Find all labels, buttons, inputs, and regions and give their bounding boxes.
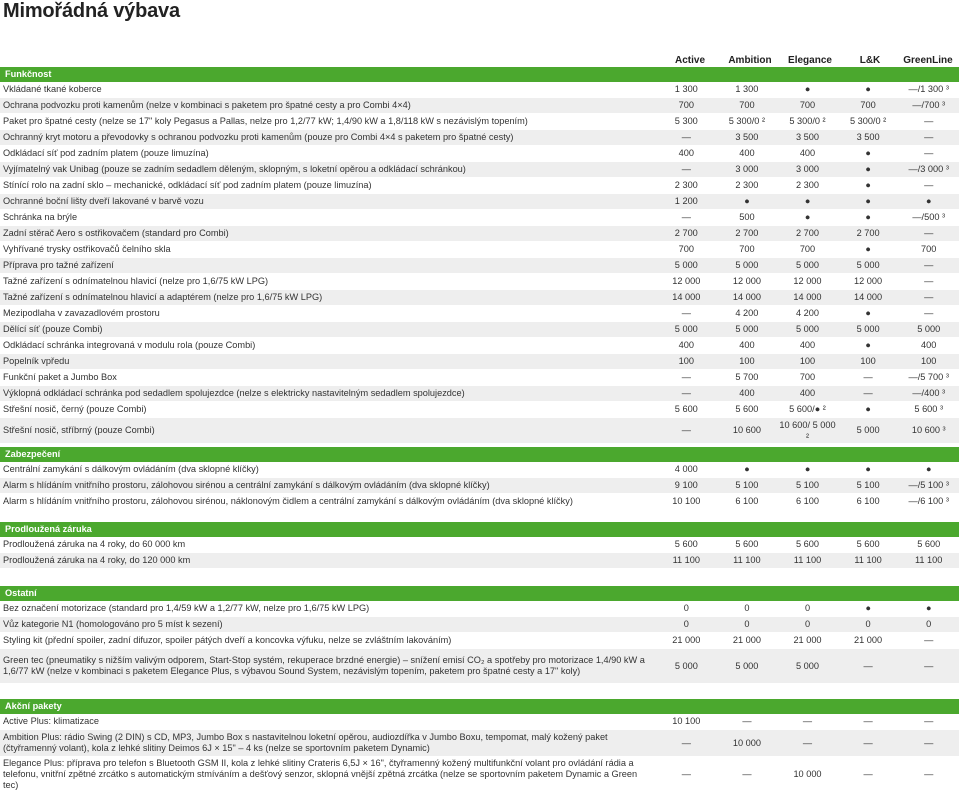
cell-value: 5 000 <box>717 322 778 338</box>
cell-value: ● <box>898 462 959 478</box>
table-row <box>0 306 959 322</box>
cell-value: 0 <box>777 617 838 633</box>
cell-value: 5 000 <box>838 418 899 444</box>
cell-value: 1 300 <box>656 82 717 98</box>
cell-value: — <box>898 306 959 322</box>
cell-value: 0 <box>777 601 838 617</box>
cell-value: 5 000 <box>838 322 899 338</box>
column-header-elegance: Elegance <box>788 55 832 66</box>
cell-value: 100 <box>717 354 778 370</box>
cell-value: ● <box>838 82 899 98</box>
cell-value: 12 000 <box>838 274 899 290</box>
row-label: Stínící rolo na zadní sklo – mechanické, odkládací síť pod zadním platem (pouze limuzína) <box>0 178 656 194</box>
table-row <box>0 354 959 370</box>
cell-value: 100 <box>656 354 717 370</box>
table-row <box>0 226 959 242</box>
cell-value: 700 <box>898 242 959 258</box>
cell-value: — <box>656 210 717 226</box>
row-label: Tažné zařízení s odnímatelnou hlavicí a adaptérem (nelze pro 1,6/75 kW LPG) <box>0 290 656 306</box>
table-row <box>0 274 959 290</box>
cell-value: 400 <box>777 338 838 354</box>
cell-value: 4 200 <box>717 306 778 322</box>
section-table <box>0 699 959 792</box>
cell-value: — <box>898 633 959 649</box>
cell-value: 11 100 <box>656 553 717 569</box>
table-row <box>0 82 959 98</box>
cell-value: 5 600 <box>656 402 717 418</box>
cell-value: — <box>898 274 959 290</box>
table-row <box>0 633 959 649</box>
section-heading: Zabezpečení <box>0 447 959 462</box>
cell-value: 400 <box>656 146 717 162</box>
cell-value: 3 500 <box>717 130 778 146</box>
cell-value: ● <box>838 162 899 178</box>
cell-value: — <box>898 649 959 684</box>
table-row <box>0 494 959 510</box>
cell-value: 5 300/0 ² <box>717 114 778 130</box>
cell-value: — <box>656 757 717 792</box>
cell-value: — <box>898 130 959 146</box>
cell-value: 10 600 <box>717 418 778 444</box>
cell-value: 400 <box>717 386 778 402</box>
cell-value: 2 300 <box>717 178 778 194</box>
cell-value: —/700 ³ <box>898 98 959 114</box>
row-label: Elegance Plus: příprava pro telefon s Bluetooth GSM II, kola z lehké slitiny Crateris 6,5J × 16", čtyřramenný kožený multifunkční volant pro ovládání rádia a telefonu, vnitřní zpětné zrcátko s automatickým stmíváním a dešťový senzor, sklopná vnější zpětná zrcátka (nelze se sportovním paketem Dynamic a Green tec) <box>0 757 656 792</box>
cell-value: 2 700 <box>656 226 717 242</box>
section-heading: Prodloužená záruka <box>0 522 959 537</box>
cell-value: 0 <box>717 617 778 633</box>
row-label: Zadní stěrač Aero s ostřikovačem (standard pro Combi) <box>0 226 656 242</box>
cell-value: 5 600 <box>717 537 778 553</box>
cell-value: 2 700 <box>777 226 838 242</box>
cell-value: 5 000 <box>777 649 838 684</box>
row-label: Střešní nosič, černý (pouze Combi) <box>0 402 656 418</box>
table-row <box>0 242 959 258</box>
section-table <box>0 522 959 569</box>
cell-value: 400 <box>717 146 778 162</box>
cell-value: 21 000 <box>656 633 717 649</box>
row-label: Tažné zařízení s odnímatelnou hlavicí (nelze pro 1,6/75 kW LPG) <box>0 274 656 290</box>
cell-value: 400 <box>656 338 717 354</box>
cell-value: 5 600/● ² <box>777 402 838 418</box>
cell-value: ● <box>777 82 838 98</box>
table-row <box>0 478 959 494</box>
cell-value: ● <box>777 462 838 478</box>
row-label: Paket pro špatné cesty (nelze se 17" koly Pegasus a Pallas, nelze pro 1,2/77 kW; 1,4/90 kW a 1,8/118 kW s nezávislým topením) <box>0 114 656 130</box>
cell-value: 5 100 <box>717 478 778 494</box>
table-row <box>0 194 959 210</box>
cell-value: ● <box>838 242 899 258</box>
cell-value: 5 600 <box>898 537 959 553</box>
section-heading: Ostatní <box>0 586 959 601</box>
row-label: Green tec (pneumatiky s nižším valivým odporem, Start-Stop systém, rekuperace brzdné energie) – snížení emisí CO₂ a spotřeby pro motorizace 1,4/90 kW a 1,6/77 kW (nelze v kombinaci s paketem Elegance Plus, s výbavou Sound System, nezávislým topením, paketem pro špatné cesty a 17" koly) <box>0 649 656 684</box>
cell-value: 0 <box>656 601 717 617</box>
cell-value: 10 100 <box>656 714 717 730</box>
section-heading: Funkčnost <box>0 67 959 82</box>
cell-value: ● <box>777 194 838 210</box>
cell-value: — <box>838 757 899 792</box>
cell-value: — <box>777 714 838 730</box>
cell-value: — <box>656 162 717 178</box>
cell-value: 6 100 <box>717 494 778 510</box>
cell-value: ● <box>838 462 899 478</box>
row-label: Prodloužená záruka na 4 roky, do 60 000 km <box>0 537 656 553</box>
row-label: Popelník vpředu <box>0 354 656 370</box>
cell-value: — <box>838 730 899 757</box>
table-row <box>0 338 959 354</box>
table-row <box>0 178 959 194</box>
cell-value: 3 500 <box>838 130 899 146</box>
cell-value: — <box>898 730 959 757</box>
cell-value: 5 300/0 ² <box>777 114 838 130</box>
cell-value: 0 <box>656 617 717 633</box>
cell-value: 11 100 <box>777 553 838 569</box>
cell-value: 1 300 <box>717 82 778 98</box>
cell-value: — <box>656 130 717 146</box>
cell-value: ● <box>838 306 899 322</box>
cell-value: — <box>717 757 778 792</box>
row-label: Příprava pro tažné zařízení <box>0 258 656 274</box>
cell-value: 0 <box>838 617 899 633</box>
table-row <box>0 730 959 757</box>
cell-value: — <box>717 714 778 730</box>
cell-value: 6 100 <box>777 494 838 510</box>
row-label: Odkládací síť pod zadním platem (pouze limuzína) <box>0 146 656 162</box>
cell-value: 0 <box>717 601 778 617</box>
row-label: Výklopná odkládací schránka pod sedadlem spolujezdce (nelze s elektricky nastavitelným sedadlem spolujezdce) <box>0 386 656 402</box>
row-label: Alarm s hlídáním vnitřního prostoru, zálohovou sirénou, náklonovým čidlem a centrální zamykání s dálkovým ovládáním (dva sklopné klíčky) <box>0 494 656 510</box>
section-table <box>0 447 959 510</box>
cell-value: ● <box>717 462 778 478</box>
table-row <box>0 130 959 146</box>
row-label: Vyhřívané trysky ostřikovačů čelního skla <box>0 242 656 258</box>
cell-value: 5 300 <box>656 114 717 130</box>
cell-value: 400 <box>898 338 959 354</box>
section-table <box>0 586 959 684</box>
table-row <box>0 553 959 569</box>
cell-value: 4 200 <box>777 306 838 322</box>
cell-value: 10 100 <box>656 494 717 510</box>
table-row <box>0 462 959 478</box>
row-label: Ochranný kryt motoru a převodovky s ochranou podvozku proti kamenům (pouze pro Combi 4×4 s paketem pro špatné cesty) <box>0 130 656 146</box>
cell-value: — <box>656 386 717 402</box>
cell-value: 500 <box>717 210 778 226</box>
cell-value: 5 700 <box>717 370 778 386</box>
cell-value: 5 000 <box>717 258 778 274</box>
cell-value: 21 000 <box>717 633 778 649</box>
cell-value: 12 000 <box>717 274 778 290</box>
cell-value: 700 <box>777 242 838 258</box>
column-header-ambition: Ambition <box>728 55 772 66</box>
cell-value: 5 000 <box>838 258 899 274</box>
cell-value: ● <box>838 210 899 226</box>
cell-value: — <box>656 370 717 386</box>
cell-value: 14 000 <box>717 290 778 306</box>
cell-value: 100 <box>838 354 899 370</box>
cell-value: 5 300/0 ² <box>838 114 899 130</box>
table-row <box>0 601 959 617</box>
cell-value: 10 600/ 5 000 ² <box>777 418 838 444</box>
cell-value: ● <box>838 146 899 162</box>
column-header-active: Active <box>674 55 705 66</box>
cell-value: — <box>898 226 959 242</box>
table-row <box>0 322 959 338</box>
cell-value: 14 000 <box>777 290 838 306</box>
row-label: Bez označení motorizace (standard pro 1,4/59 kW a 1,2/77 kW, nelze pro 1,6/75 kW LPG) <box>0 601 656 617</box>
cell-value: 5 100 <box>838 478 899 494</box>
page-title: Mimořádná výbava <box>3 0 180 22</box>
cell-value: 5 000 <box>777 258 838 274</box>
cell-value: 5 100 <box>777 478 838 494</box>
cell-value: —/5 100 ³ <box>898 478 959 494</box>
table-row <box>0 714 959 730</box>
cell-value: 11 100 <box>898 553 959 569</box>
cell-value: 2 700 <box>838 226 899 242</box>
table-row <box>0 418 959 444</box>
cell-value: 10 000 <box>717 730 778 757</box>
cell-value: 12 000 <box>777 274 838 290</box>
cell-value: 5 600 <box>717 402 778 418</box>
row-label: Schránka na brýle <box>0 210 656 226</box>
cell-value: 5 600 <box>777 537 838 553</box>
row-label: Mezipodlaha v zavazadlovém prostoru <box>0 306 656 322</box>
cell-value: 5 600 ³ <box>898 402 959 418</box>
table-row <box>0 98 959 114</box>
cell-value: —/6 100 ³ <box>898 494 959 510</box>
cell-value: ● <box>777 210 838 226</box>
cell-value: —/5 700 ³ <box>898 370 959 386</box>
cell-value: 5 600 <box>656 537 717 553</box>
row-label: Centrální zamykání s dálkovým ovládáním (dva sklopné klíčky) <box>0 462 656 478</box>
row-label: Funkční paket a Jumbo Box <box>0 370 656 386</box>
cell-value: 5 600 <box>838 537 899 553</box>
table-row <box>0 537 959 553</box>
cell-value: 10 000 <box>777 757 838 792</box>
cell-value: 11 100 <box>717 553 778 569</box>
table-row <box>0 757 959 792</box>
cell-value: — <box>898 258 959 274</box>
row-label: Střešní nosič, stříbrný (pouze Combi) <box>0 418 656 444</box>
column-header-lk: L&K <box>859 55 881 66</box>
cell-value: 14 000 <box>656 290 717 306</box>
cell-value: 12 000 <box>656 274 717 290</box>
row-label: Vkládané tkané koberce <box>0 82 656 98</box>
cell-value: — <box>838 386 899 402</box>
table-row <box>0 258 959 274</box>
cell-value: 700 <box>717 98 778 114</box>
cell-value: 100 <box>777 354 838 370</box>
row-label: Dělící síť (pouze Combi) <box>0 322 656 338</box>
cell-value: — <box>898 146 959 162</box>
cell-value: 400 <box>717 338 778 354</box>
table-row <box>0 114 959 130</box>
cell-value: 21 000 <box>777 633 838 649</box>
cell-value: 700 <box>838 98 899 114</box>
table-row <box>0 290 959 306</box>
cell-value: 700 <box>656 242 717 258</box>
table-row <box>0 146 959 162</box>
row-label: Vyjímatelný vak Unibag (pouze se zadním sedadlem děleným, sklopným, s loketní opěrou a odkládací schránkou) <box>0 162 656 178</box>
cell-value: 3 500 <box>777 130 838 146</box>
cell-value: 10 600 ³ <box>898 418 959 444</box>
cell-value: 400 <box>777 386 838 402</box>
cell-value: —/500 ³ <box>898 210 959 226</box>
row-label: Styling kit (přední spoiler, zadní difuzor, spoiler pátých dveří a koncovka výfuku, nelze se zvláštním lakováním) <box>0 633 656 649</box>
cell-value: 5 000 <box>656 258 717 274</box>
cell-value: — <box>838 714 899 730</box>
cell-value: — <box>898 114 959 130</box>
cell-value: 1 200 <box>656 194 717 210</box>
cell-value: ● <box>898 194 959 210</box>
cell-value: —/3 000 ³ <box>898 162 959 178</box>
table-row <box>0 162 959 178</box>
cell-value: 2 300 <box>777 178 838 194</box>
cell-value: — <box>656 418 717 444</box>
table-row <box>0 617 959 633</box>
table-row <box>0 210 959 226</box>
row-label: Odkládací schránka integrovaná v modulu rola (pouze Combi) <box>0 338 656 354</box>
cell-value: 6 100 <box>838 494 899 510</box>
cell-value: 100 <box>898 354 959 370</box>
cell-value: ● <box>838 194 899 210</box>
row-label: Alarm s hlídáním vnitřního prostoru, zálohovou sirénou a centrální zamykání s dálkovým ovládáním (dva sklopné klíčky) <box>0 478 656 494</box>
table-row <box>0 402 959 418</box>
cell-value: ● <box>838 338 899 354</box>
cell-value: 5 000 <box>656 649 717 684</box>
cell-value: 14 000 <box>838 290 899 306</box>
cell-value: —/1 300 ³ <box>898 82 959 98</box>
row-label: Vůz kategorie N1 (homologováno pro 5 míst k sezení) <box>0 617 656 633</box>
cell-value: ● <box>838 178 899 194</box>
cell-value: 5 000 <box>656 322 717 338</box>
cell-value: 5 000 <box>717 649 778 684</box>
cell-value: 4 000 <box>656 462 717 478</box>
cell-value: 21 000 <box>838 633 899 649</box>
cell-value: 9 100 <box>656 478 717 494</box>
row-label: Prodloužená záruka na 4 roky, do 120 000 km <box>0 553 656 569</box>
column-header-greenline: GreenLine <box>903 55 953 66</box>
cell-value: — <box>838 370 899 386</box>
cell-value: —/400 ³ <box>898 386 959 402</box>
row-label: Ochranné boční lišty dveří lakované v barvě vozu <box>0 194 656 210</box>
cell-value: — <box>656 306 717 322</box>
cell-value: — <box>777 730 838 757</box>
cell-value: 3 000 <box>717 162 778 178</box>
section-table <box>0 67 959 444</box>
cell-value: 700 <box>656 98 717 114</box>
cell-value: — <box>656 730 717 757</box>
cell-value: — <box>898 757 959 792</box>
cell-value: — <box>898 178 959 194</box>
cell-value: 11 100 <box>838 553 899 569</box>
cell-value: ● <box>838 402 899 418</box>
cell-value: — <box>838 649 899 684</box>
table-row <box>0 649 959 684</box>
cell-value: 700 <box>777 370 838 386</box>
section-heading: Akční pakety <box>0 699 959 714</box>
cell-value: 700 <box>777 98 838 114</box>
table-row <box>0 386 959 402</box>
cell-value: ● <box>717 194 778 210</box>
cell-value: 2 700 <box>717 226 778 242</box>
cell-value: 3 000 <box>777 162 838 178</box>
row-label: Ochrana podvozku proti kamenům (nelze v kombinaci s paketem pro špatné cesty a pro Combi 4×4) <box>0 98 656 114</box>
cell-value: 5 000 <box>898 322 959 338</box>
cell-value: 400 <box>777 146 838 162</box>
cell-value: 700 <box>717 242 778 258</box>
table-row <box>0 370 959 386</box>
cell-value: 5 000 <box>777 322 838 338</box>
row-label: Active Plus: klimatizace <box>0 714 656 730</box>
cell-value: — <box>898 714 959 730</box>
cell-value: 0 <box>898 617 959 633</box>
cell-value: ● <box>898 601 959 617</box>
row-label: Ambition Plus: rádio Swing (2 DIN) s CD, MP3, Jumbo Box s nastavitelnou loketní opěrou, audiozdířka v Jumbo Boxu, tempomat, malý kožený paket (čtyřramenný volant), kola z lehké slitiny Deimos 6J × 15" – 4 ks (nelze se sportovním paketem Dynamic) <box>0 730 656 757</box>
cell-value: 2 300 <box>656 178 717 194</box>
cell-value: ● <box>838 601 899 617</box>
cell-value: — <box>898 290 959 306</box>
